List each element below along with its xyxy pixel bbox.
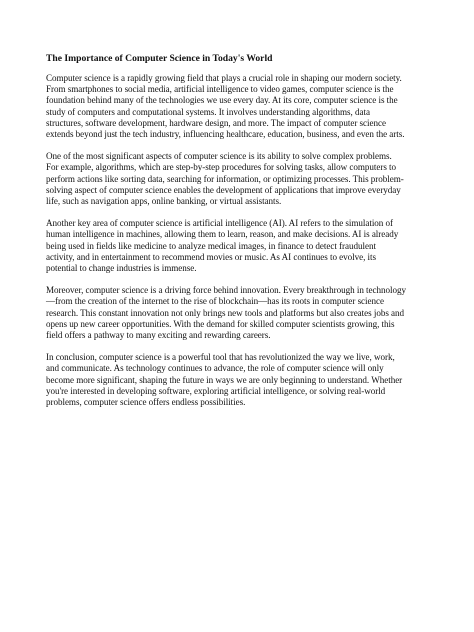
paragraph-line: research. This constant innovation not only brings new tools and platforms but also creates jobs and [46,307,405,318]
paragraph-line: field offers a pathway to many exciting and rewarding careers. [46,330,271,341]
paragraph-line: One of the most significant aspects of computer science is its ability to solve complex problems. [46,151,392,162]
paragraph-2 [46,151,430,207]
paragraph-list [46,73,430,408]
paragraph-line: extends beyond just the tech industry, influencing healthcare, education, business, and even the arts. [46,129,405,140]
paragraph-5 [46,352,430,408]
paragraph-line: problems, computer science offers endless possibilities. [46,397,246,408]
paragraph-line: From smartphones to social media, artificial intelligence to video games, computer science is the [46,84,394,95]
paragraph-line: foundation behind many of the technologies we use every day. At its core, computer science is the [46,95,398,106]
paragraph-line: you're interested in developing software, exploring artificial intelligence, or solving real-world [46,385,386,396]
paragraph-line: opens up new career opportunities. With the demand for skilled computer scientists growing, this [46,318,395,329]
paragraph-line: For example, algorithms, which are step-by-step procedures for solving tasks, allow computers to [46,162,397,173]
paragraph-line: and communicate. As technology continues to advance, the role of computer science will only [46,363,384,374]
paragraph-line: human intelligence in machines, allowing them to learn, reason, and make decisions. AI is already [46,229,399,240]
paragraph-line: being used in fields like medicine to analyze medical images, in finance to detect fraudulent [46,240,376,251]
paragraph-line: activity, and in entertainment to recommend movies or music. As AI continues to evolve, its [46,251,376,262]
paragraph-line: Moreover, computer science is a driving force behind innovation. Every breakthrough in technology [46,285,406,296]
paragraph-line: study of computers and computational systems. It involves understanding algorithms, data [46,106,370,117]
paragraph-line: solving aspect of computer science enables the development of applications that improve everyday [46,184,401,195]
paragraph-line: perform actions like sorting data, searching for information, or optimizing processes. This problem- [46,173,404,184]
paragraph-line: Computer science is a rapidly growing field that plays a crucial role in shaping our modern society. [46,73,402,83]
paragraph-line: potential to change industries is immense. [46,263,197,274]
paragraph-4 [46,285,430,341]
paragraph-3 [46,218,430,274]
paragraph-line: structures, software development, hardware design, and more. The impact of computer science [46,117,386,128]
document-title: The Importance of Computer Science in Today's World [46,53,273,64]
paragraph-line: Another key area of computer science is artificial intelligence (AI). AI refers to the simulation of [46,218,393,229]
document-body [46,53,430,419]
paragraph-line: life, such as navigation apps, online banking, or virtual assistants. [46,196,282,207]
paragraph-1 [46,73,430,140]
paragraph-line: —from the creation of the internet to the rise of blockchain—has its roots in computer science [46,296,384,307]
paragraph-line: In conclusion, computer science is a powerful tool that has revolutionized the way we live, work, [46,352,395,363]
paragraph-line: become more significant, shaping the future in ways we are only beginning to understand. Whether [46,374,403,385]
